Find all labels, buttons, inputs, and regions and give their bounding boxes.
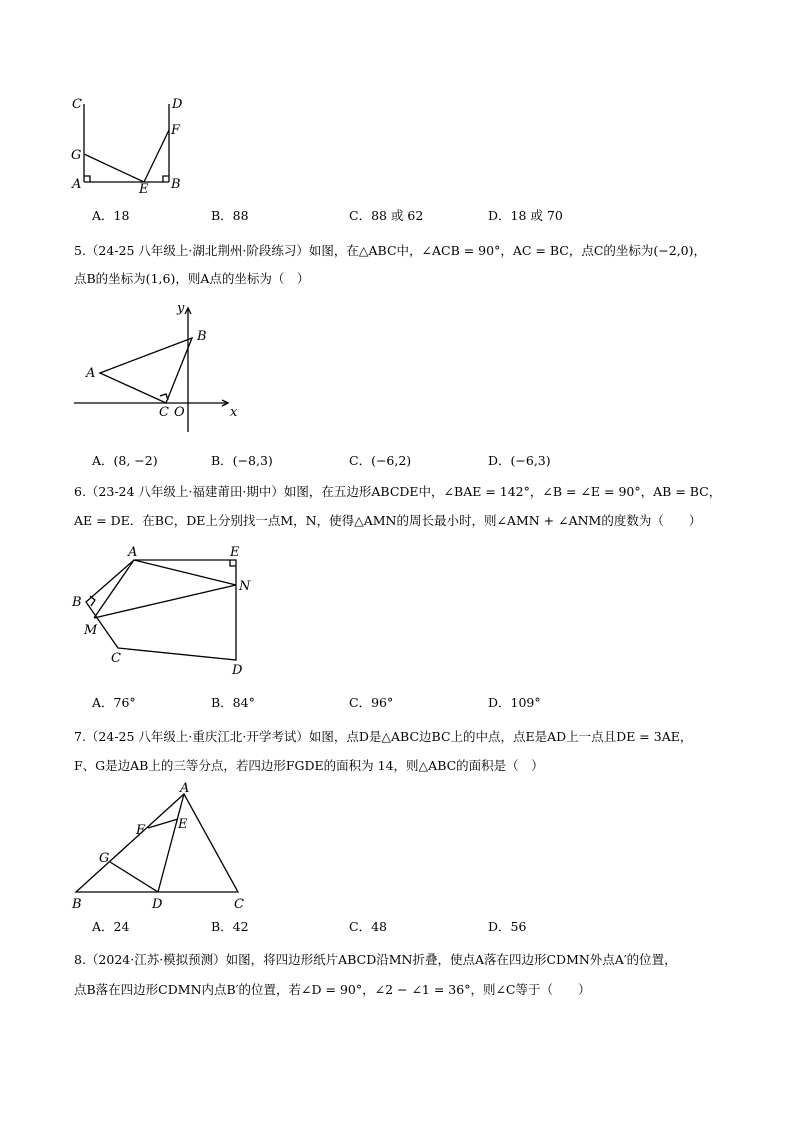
q4-label-a: A — [72, 177, 82, 192]
q6-label-e: E — [230, 545, 240, 560]
q7-label-a: A — [180, 781, 190, 796]
q6-figure — [66, 540, 266, 680]
q4-label-g: G — [71, 148, 82, 163]
q7-stem-line-1: 7.（24-25 八年级上·重庆江北·开学考试）如图，点D是△ABC边BC上的中点，点E是AD上一点且DE = 3AE， — [74, 729, 693, 744]
q6-option-b: B．84° — [211, 695, 255, 710]
q6-option-a: A．76° — [92, 695, 136, 710]
q5-figure — [70, 298, 250, 433]
q6-label-b: B — [72, 595, 82, 610]
q4-label-c: C — [72, 97, 82, 112]
q7-figure — [66, 782, 266, 910]
q7-option-d: D．56 — [488, 919, 527, 934]
q5-option-a: A．(8, −2) — [92, 453, 158, 468]
q6-label-n: N — [239, 579, 251, 594]
q4-label-d: D — [172, 97, 183, 112]
q6-stem-line-2: AE = DE．在BC，DE上分别找一点M，N，使得△AMN的周长最小时，则∠AMN + ∠ANM的度数为（ ） — [74, 513, 702, 528]
q7-label-e: E — [178, 817, 188, 832]
q5-label-y: y — [177, 301, 185, 316]
q4-option-b: B．88 — [211, 208, 249, 223]
q4-label-b: B — [171, 177, 181, 192]
q4-option-c: C．88 或 62 — [349, 208, 424, 223]
q4-options — [92, 207, 652, 225]
q5-option-c: C．(−6,2) — [349, 453, 412, 468]
q4-label-e: E — [139, 182, 149, 197]
q4-label-f: F — [171, 123, 181, 138]
q5-stem-line-1: 5.（24-25 八年级上·湖北荆州·阶段练习）如图，在△ABC中，∠ACB = 90°，AC = BC，点C的坐标为(−2,0)， — [74, 243, 706, 258]
q7-option-c: C．48 — [349, 919, 387, 934]
q7-label-f: F — [136, 823, 146, 838]
q4-figure — [60, 92, 200, 202]
q6-option-c: C．96° — [349, 695, 394, 710]
q7-label-c: C — [234, 897, 244, 912]
q5-label-a: A — [86, 366, 96, 381]
q6-options — [92, 694, 652, 712]
q6-label-m: M — [84, 623, 98, 638]
q7-options — [92, 918, 652, 936]
q6-option-d: D．109° — [488, 695, 541, 710]
q7-label-g: G — [99, 851, 110, 866]
q8-stem-line-1: 8.（2024·江苏·模拟预测）如图，将四边形纸片ABCD沿MN折叠，使点A落在四边形CDMN外点A′的位置， — [74, 952, 677, 967]
q4-option-d: D．18 或 70 — [488, 208, 563, 223]
q8-stem-line-2: 点B落在四边形CDMN内点B′的位置，若∠D = 90°，∠2 − ∠1 = 36°，则∠C等于（ ） — [74, 982, 591, 997]
q7-option-b: B．42 — [211, 919, 249, 934]
q6-stem-line-1: 6.（23-24 八年级上·福建莆田·期中）如图，在五边形ABCDE中，∠BAE = 142°，∠B = ∠E = 90°，AB = BC， — [74, 484, 722, 499]
q5-option-b: B．(−8,3) — [211, 453, 273, 468]
q5-label-x: x — [230, 405, 238, 420]
q7-option-a: A．24 — [92, 919, 130, 934]
q5-label-c: C — [159, 405, 169, 420]
q7-label-b: B — [72, 897, 82, 912]
q7-label-d: D — [152, 897, 163, 912]
q5-options — [92, 452, 652, 470]
q4-option-a: A．18 — [92, 208, 130, 223]
q5-stem-line-2: 点B的坐标为(1,6)，则A点的坐标为（ ） — [74, 271, 310, 286]
q5-option-d: D．(−6,3) — [488, 453, 551, 468]
q6-label-a: A — [128, 545, 138, 560]
q6-label-c: C — [111, 651, 121, 666]
q5-label-o: O — [174, 405, 185, 420]
q7-stem-line-2: F、G是边AB上的三等分点，若四边形FGDE的面积为 14，则△ABC的面积是（ ） — [74, 758, 544, 773]
q6-label-d: D — [232, 663, 243, 678]
q5-label-b: B — [197, 329, 207, 344]
